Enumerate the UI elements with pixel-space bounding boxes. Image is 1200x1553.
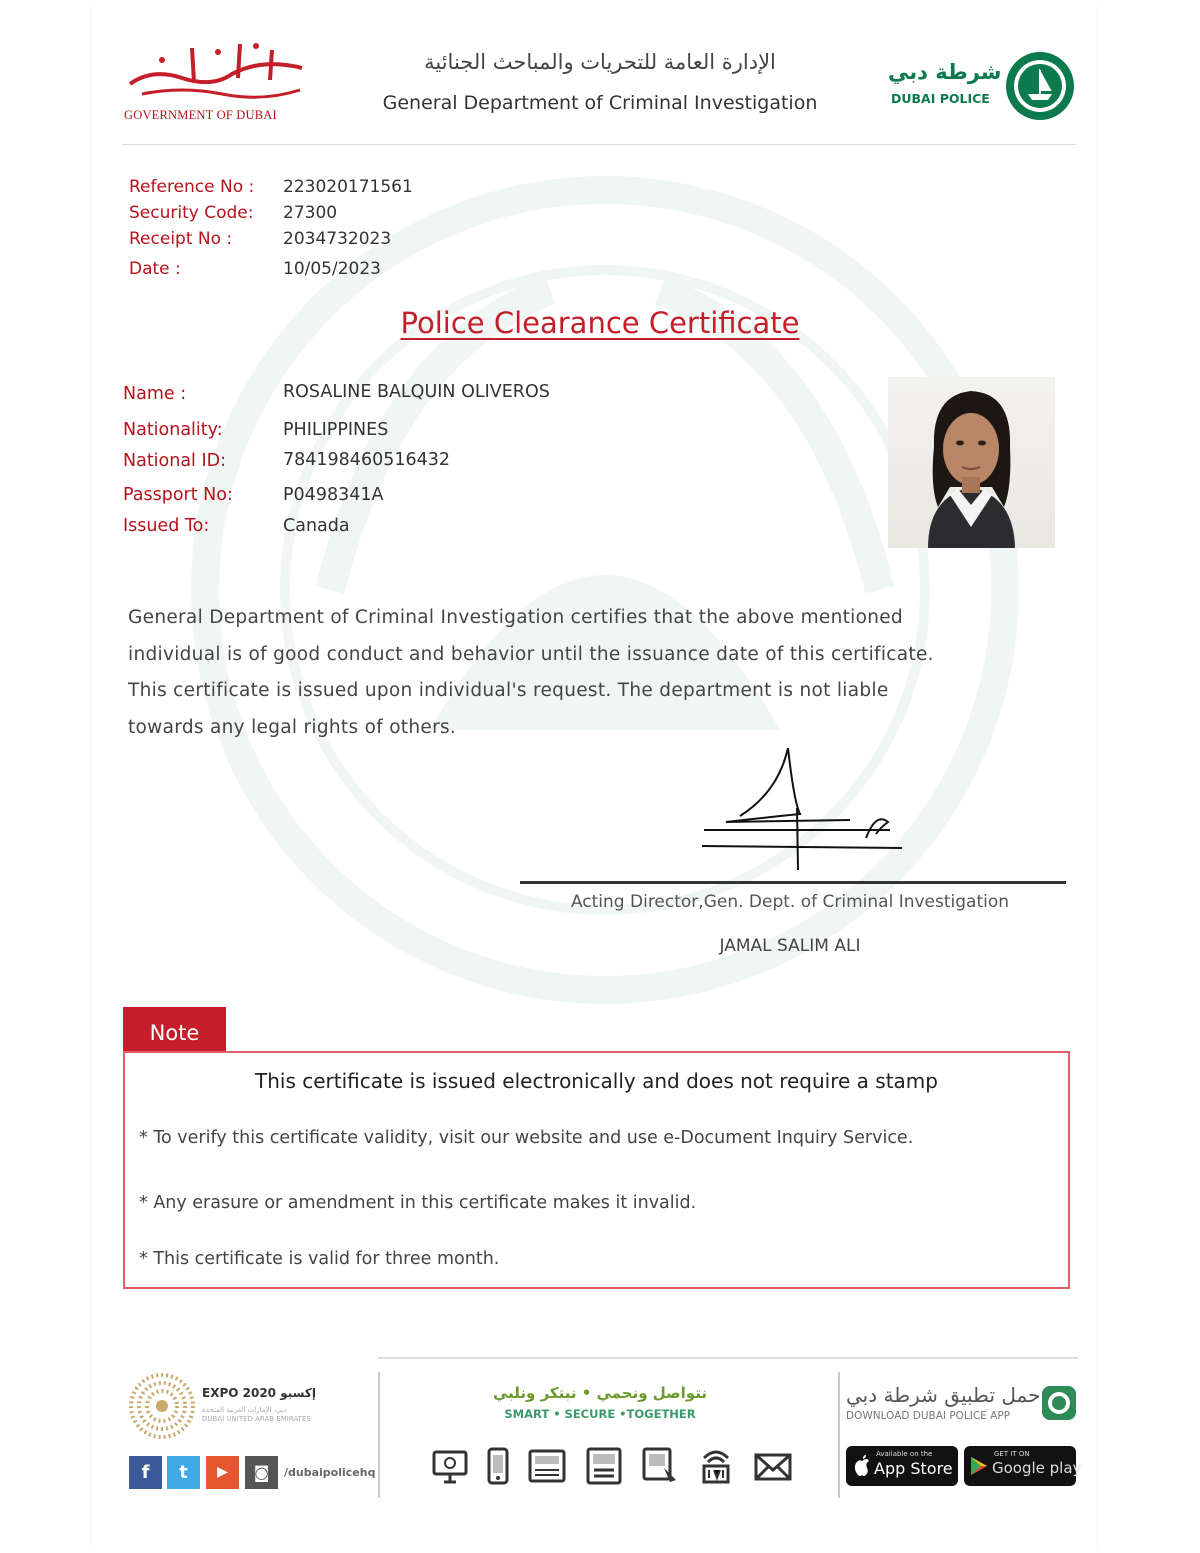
ivr-icon (696, 1446, 736, 1486)
kiosk-icon (527, 1446, 567, 1486)
social-handle[interactable]: /dubaipolicehq (284, 1466, 376, 1479)
note-heading: This certificate is issued electronically and does not require a stamp (255, 1069, 938, 1093)
issued-to-label: Issued To: (123, 516, 210, 536)
applicant-photo (888, 377, 1055, 548)
government-of-dubai-logo (122, 38, 312, 128)
app-store-small-text: Available on the (876, 1450, 933, 1458)
expo-2020-title: EXPO 2020 إكسبو (202, 1386, 316, 1400)
nationality-label: Nationality: (123, 420, 223, 440)
expo-subtitle-arabic: دبي، الإمارات العربية المتحدة (202, 1406, 287, 1414)
receipt-number-value: 2034732023 (283, 229, 392, 249)
statement-line-2: individual is of good conduct and behavior until the issuance date of this certificate. (128, 643, 934, 665)
twitter-icon[interactable]: t (167, 1456, 200, 1489)
signatory-name: JAMAL SALIM ALI (719, 936, 861, 956)
mobile-icon (478, 1446, 518, 1486)
facebook-icon[interactable]: f (129, 1456, 162, 1489)
reference-number-value: 223020171561 (283, 177, 413, 197)
instagram-icon[interactable]: ◙ (245, 1456, 278, 1489)
dubai-government-calligraphy-icon (122, 38, 312, 108)
national-id-label: National ID: (123, 451, 227, 471)
download-app-arabic: حمل تطبيق شرطة دبي (846, 1383, 1041, 1407)
dubai-police-arabic: شرطة دبي (888, 60, 1002, 84)
slogan-english: SMART • SECURE •TOGETHER (504, 1407, 696, 1421)
signatory-title: Acting Director,Gen. Dept. of Criminal Investigation (570, 892, 1010, 912)
app-store-button[interactable] (846, 1446, 958, 1486)
dubai-police-english: DUBAI POLICE (891, 91, 990, 106)
security-code-label: Security Code: (129, 203, 254, 223)
receipt-number-label: Receipt No : (129, 229, 233, 249)
monitor-icon (430, 1446, 470, 1486)
issued-to-value: Canada (283, 516, 350, 536)
date-value: 10/05/2023 (283, 259, 381, 279)
department-title-arabic: الإدارة العامة للتحريات والمباحث الجنائية (424, 50, 776, 74)
name-label: Name : (123, 384, 187, 404)
statement-line-3: This certificate is issued upon individual's request. The department is not liable (128, 680, 889, 701)
date-label: Date : (129, 259, 181, 279)
statement-line-1: General Department of Criminal Investigation certifies that the above mentioned (128, 607, 903, 628)
dubai-police-emblem-icon (1004, 50, 1076, 122)
slogan-arabic: نتواصل ونحمي • نبتكر ونلبي (493, 1384, 707, 1402)
atm-icon (584, 1446, 624, 1486)
note-box (123, 1051, 1070, 1289)
signature-line (520, 881, 1066, 884)
note-tab: Note (123, 1007, 226, 1053)
google-play-small-text: GET IT ON (994, 1450, 1030, 1458)
app-store-label: App Store (874, 1459, 953, 1478)
dubai-police-app-icon[interactable] (1042, 1386, 1076, 1420)
google-play-icon (970, 1456, 988, 1476)
google-play-label: Google play (992, 1459, 1082, 1477)
reference-number-label: Reference No : (129, 177, 255, 197)
department-title-english: General Department of Criminal Investigation (382, 92, 818, 114)
certificate-title (0, 306, 1200, 340)
director-signature (690, 742, 915, 872)
footer-divider (378, 1357, 1078, 1359)
footer-separator (378, 1372, 380, 1498)
certificate-statement (128, 600, 1028, 746)
youtube-icon[interactable]: ▶ (206, 1456, 239, 1489)
google-play-button[interactable] (964, 1446, 1082, 1486)
expo-2020-logo-icon (128, 1372, 196, 1440)
nationality-value: PHILIPPINES (283, 420, 389, 440)
passport-label: Passport No: (123, 485, 233, 505)
download-app-english: DOWNLOAD DUBAI POLICE APP (846, 1410, 1011, 1422)
note-item-verify: * To verify this certificate validity, visit our website and use e-Document Inquiry Service. (139, 1128, 914, 1148)
security-code-value: 27300 (283, 203, 338, 223)
apple-icon (853, 1455, 871, 1477)
mail-icon (753, 1446, 793, 1486)
certificate-title-text: Police Clearance Certificate (400, 306, 800, 340)
passport-value: P0498341A (283, 485, 384, 505)
expo-subtitle-english: DUBAI UNITED ARAB EMIRATES (202, 1415, 311, 1423)
note-item-validity: * This certificate is valid for three month. (139, 1249, 500, 1269)
footer-separator (838, 1372, 840, 1498)
header-divider (122, 144, 1076, 145)
smart-station-icon (640, 1446, 680, 1486)
national-id-value: 784198460516432 (283, 450, 451, 470)
government-of-dubai-text: GOVERNMENT OF DUBAI (124, 108, 277, 122)
portrait-icon (888, 377, 1055, 548)
certificate-page (92, 0, 1096, 1553)
name-value: ROSALINE BALQUIN OLIVEROS (283, 382, 550, 402)
note-item-erasure: * Any erasure or amendment in this certificate makes it invalid. (139, 1193, 697, 1213)
statement-line-4: towards any legal rights of others. (128, 716, 457, 738)
